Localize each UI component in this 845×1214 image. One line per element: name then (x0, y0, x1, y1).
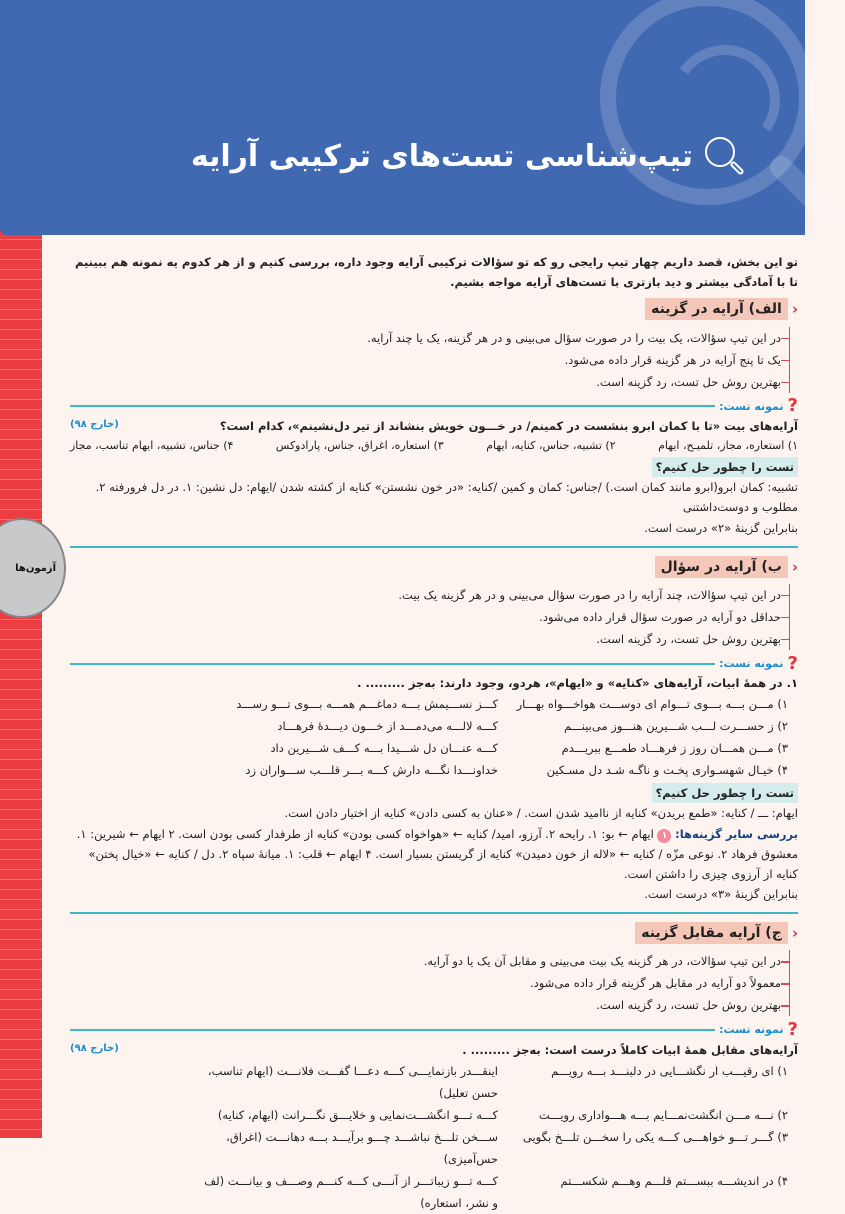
hemistich-1: ۱) ای رقیـــب ار نگشـــایی در دلبنـــد بـــه رویـــم (551, 1063, 788, 1078)
option-1: ۱) استعاره، مجاز، تلمیـح، ایهام (658, 438, 798, 452)
hemistich-1: ۴) خیـال شهسـواری پخـت و ناگـه شـد دل مسـکین (546, 763, 788, 778)
poem-option (70, 737, 798, 759)
side-tab-label: آزمون‌ها (15, 562, 56, 574)
hemistich-2: کـــه لالـــه می‌دمـــد از خـــون دیـــدهٔ فرهـــاد (277, 719, 498, 734)
section-title: ب) آرایه در سؤال (655, 556, 788, 578)
bullet-item: حداقل دو آرایه در صورت سؤال قرار داده می‌شود. (70, 606, 781, 628)
page-title: تیپ‌شناسی تست‌های ترکیبی آرایه (190, 138, 693, 174)
hemistich-1: ۲) ز حســـرت لـــب شـــیرین هنـــوز می‌بینـــم (563, 719, 788, 734)
hemistich-1: ۳) مـــن همـــان روز ز فرهـــاد طمـــع ببریـــدم (561, 741, 788, 756)
sample-test-header (70, 397, 798, 416)
hemistich-2: کـــه تـــو انگشـــت‌نمایی و خلایـــق نگـــرانت (ایهام، کنایه) (217, 1107, 498, 1122)
how-to-solve-heading: تست را چطور حل کنیم؟ (652, 783, 798, 803)
hemistich-2: اینقـــدر بازنمایـــی کـــه دعـــا گفـــت فلانـــت (ایهام تناسب، حسن تعلیل) (207, 1063, 498, 1100)
bullet-item: در این تیپ سؤالات، چند آرایه را در صورت سؤال می‌بینی و در هر گزینه یک بیت. (70, 584, 781, 606)
bullet-item: معمولاً دو آرایه در مقابل هر گزینه قرار داده می‌شود. (70, 972, 781, 994)
poem-option (70, 693, 798, 715)
section-a-header (70, 296, 798, 322)
poem-option (70, 1060, 798, 1104)
option-4: ۴) جناس، تشبیه، ایهام تناسب، مجاز (70, 438, 234, 452)
review-text: ایهام ← بو: ۱. رایحه ۲. آرزو، امید/ کنایه ← «هواخواه کسی بودن» کنایه از طرفدار کسی بودن است. ۲ ایهام ← شیرین: ۱. معشوق فرهاد ۲. نوعی مزّه / کنایه ← «لاله از خون دمیدن» کنایه از گریستن بسیار است. ۴ ایهام ← قلب: ۱. میانهٔ سپاه ۲. دل / کنایه ← «خیال پختن» کنایه از آرزوی چیزی را داشتن است. (76, 826, 798, 881)
option-2: ۲) تشبیه، جناس، کنایه، ایهام (486, 438, 616, 452)
option-3: ۳) استعاره، اغراق، جناس، پارادوکس (275, 438, 444, 452)
divider-line (70, 663, 715, 665)
hemistich-2: کـــه تـــو زیباتـــر از آنـــی کـــه کنـــم وصـــف و بیانـــت (لف و نشر، استعاره) (204, 1173, 498, 1210)
chevron-left-icon: ‹ (791, 557, 798, 576)
section-c-bullets (70, 950, 790, 1016)
question-text (70, 416, 798, 436)
question-text (70, 673, 798, 693)
option-number-badge: ۱ (657, 829, 671, 843)
question-stem: ۱. در همهٔ ابیات، آرایه‌های «کنایه» و «ایهام»، هردو، وجود دارند: به‌جز ......... . (357, 676, 798, 691)
answer-conclusion: بنابراین گزینهٔ «۳» درست است. (644, 886, 798, 901)
poem-option (70, 1170, 798, 1214)
divider-line (70, 405, 715, 407)
section-title: ج) آرایه مقابل گزینه (635, 922, 788, 944)
poem-option (70, 1126, 798, 1170)
bullet-item: در این تیپ سؤالات، در هر گزینه یک بیت می‌بینی و مقابل آن یک یا دو آرایه. (70, 950, 781, 972)
section-a-bullets (70, 327, 790, 393)
page-banner (0, 0, 805, 235)
section-c-header (70, 920, 798, 946)
hemistich-2: خداونـــدا نگـــه دارش کـــه بـــر قلـــب ســـواران زد (245, 763, 498, 778)
question-stem: آرایه‌های مقابل همهٔ ابیات کاملاً درست است: به‌جز ......... . (462, 1042, 798, 1057)
poem-option (70, 1104, 798, 1126)
bullet-item: بهترین روش حل تست، رد گزینه است. (70, 628, 781, 650)
hemistich-1: ۲) نـــه مـــن انگشت‌نمـــایم بـــه هـــواداری رویـــت (538, 1107, 788, 1122)
sample-test-header (70, 1020, 798, 1039)
question-text (70, 1040, 798, 1060)
hemistich-1: ۴) در اندیشـــه ببســـتم قلـــم وهـــم شکســـتم (560, 1173, 788, 1188)
section-divider (70, 912, 798, 914)
review-paragraph (70, 824, 798, 884)
chevron-left-icon: ‹ (791, 300, 798, 319)
divider-line (70, 1029, 715, 1031)
question-stem: آرایه‌های بیت «تا با کمان ابرو بنشست در کمینم/ در خـــون خویش بنشاند از تیر دل‌نشینم»، کدام است؟ (219, 418, 798, 433)
hemistich-2: کـــز نســـیمش بـــه دماغـــم همـــه بـــوی تـــو رســـد (236, 697, 498, 712)
answer-line: ایهام: ـــ / کنایه: «طمع بریدن» کنایه از ناامید شدن است. / «عنان به کسی دادن» کنایه از اختیار دادن است. (284, 806, 798, 821)
hemistich-1: ۱) مـــن بـــه بـــوی تـــوام ای دوســـت هواخـــواه بهـــار (516, 697, 788, 712)
answer-conclusion: بنابراین گزینهٔ «۲» درست است. (644, 520, 798, 535)
poem-option (70, 715, 798, 737)
question-mark-icon: ? (787, 652, 798, 674)
sample-test-label: نمونه تست: (719, 1023, 784, 1037)
review-label: بررسی سایر گزینه‌ها: (675, 826, 798, 841)
main-content (70, 252, 798, 1214)
hemistich-1: ۳) گـــر تـــو خواهـــی کـــه یکی را سخـــن تلـــخ بگویی (522, 1129, 788, 1144)
hemistich-2: ســـخن تلـــخ نباشـــد چـــو برآیـــد بـــه دهانـــت (اغراق، حس‌آمیزی) (226, 1129, 498, 1166)
question-mark-icon: ? (787, 395, 798, 417)
section-title: الف) آرایه در گزینه (645, 298, 788, 320)
decorative-magnifier-handle (765, 151, 844, 230)
intro-paragraph: تو این بخش، قصد داریم چهار تیپ رایجی رو که تو سؤالات ترکیبی آرایه وجود داره، بررسی کنیم و از هر کدوم یه نمونه هم ببینیم تا با آمادگی بیشتر و دید بازتری با تست‌های آرایه مواجه بشیم. (74, 255, 798, 290)
chevron-left-icon: ‹ (791, 924, 798, 942)
section-divider (70, 546, 798, 548)
sample-test-header (70, 654, 798, 673)
poem-option (70, 759, 798, 781)
how-to-solve-heading: تست را چطور حل کنیم؟ (652, 457, 798, 477)
magnifier-icon (703, 135, 745, 177)
exam-tag: (خارج ۹۸) (70, 1042, 119, 1054)
bullet-item: بهترین روش حل تست، رد گزینه است. (70, 994, 781, 1016)
answer-line: تشبیه: کمان ابرو(ابرو مانند کمان است.) /جناس: کمان و کمین /کنایه: «در خون نشستن» کنایه از کشته شدن /ایهام: دل نشین: ۱. در دل فرورفته ۲. مطلوب و دوست‌داشتنی (95, 480, 798, 515)
question-mark-icon: ? (787, 1018, 798, 1040)
section-b-bullets (70, 584, 790, 650)
hemistich-2: کـــه عنـــان دل شـــیدا بـــه کـــف شـــیرین داد (270, 741, 498, 756)
options-row (70, 436, 798, 455)
side-tab-exams[interactable] (0, 518, 66, 618)
sample-test-label: نمونه تست: (719, 399, 784, 413)
exam-tag: (خارج ۹۸) (70, 418, 119, 430)
banner-title-group (191, 135, 745, 177)
bullet-item: یک تا پنج آرایه در هر گزینه قرار داده می‌شود. (70, 349, 781, 371)
bullet-item: بهترین روش حل تست، رد گزینه است. (70, 371, 781, 393)
section-b-header (70, 554, 798, 580)
sample-test-label: نمونه تست: (719, 656, 784, 670)
bullet-item: در این تیپ سؤالات، یک بیت را در صورت سؤال می‌بینی و در هر گزینه، یک یا چند آرایه. (70, 327, 781, 349)
